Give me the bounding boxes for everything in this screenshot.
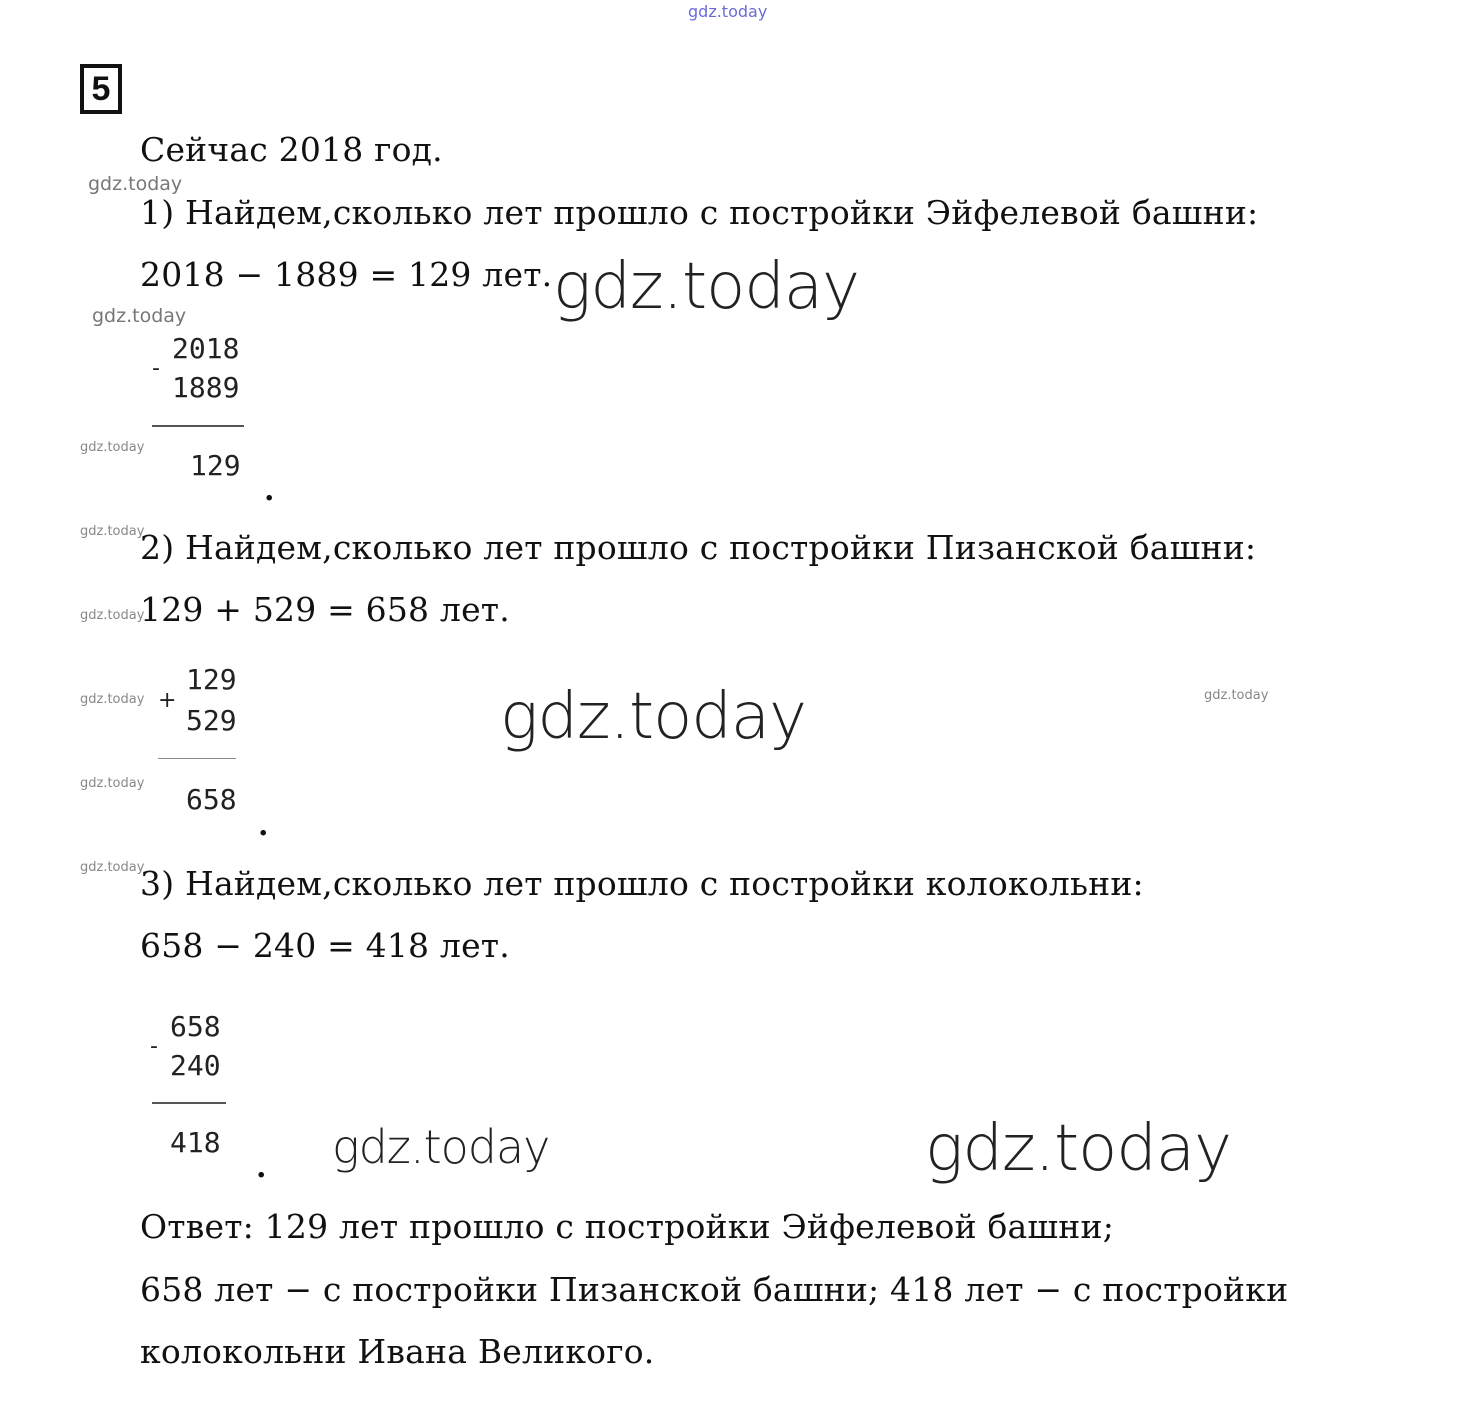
watermark-small: gdz.today <box>80 860 145 875</box>
column-3-result: 418 <box>170 1126 221 1159</box>
column-2-dot: . <box>258 808 269 843</box>
column-2-addend-1: 129 <box>186 663 237 696</box>
step-2-heading: 2) Найдем,сколько лет прошло с постройки Пизанской башни: <box>140 528 1257 567</box>
watermark-small: gdz.today <box>92 305 187 327</box>
column-2-addend-2: 529 <box>186 704 237 737</box>
column-1-dot: . <box>264 473 275 508</box>
column-3-dot: . <box>256 1150 267 1185</box>
column-3-minuend: 658 <box>170 1010 221 1043</box>
column-1-minuend: 2018 <box>172 332 240 365</box>
step-3-heading: 3) Найдем,сколько лет прошло с постройки колокольни: <box>140 864 1144 903</box>
watermark-large: gdz.today <box>553 250 859 324</box>
column-2-sign: + <box>158 688 177 713</box>
watermark-small: gdz.today <box>80 692 145 707</box>
watermark-small: gdz.today <box>80 524 145 539</box>
watermark-top: gdz.today <box>688 2 768 21</box>
column-2-result: 658 <box>186 783 237 816</box>
intro-text: Сейчас 2018 год. <box>140 130 443 169</box>
column-3-subtrahend: 240 <box>170 1049 221 1082</box>
watermark-large: gdz.today <box>500 680 806 754</box>
column-3-sign: - <box>150 1034 158 1059</box>
watermark-small: gdz.today <box>88 173 183 195</box>
watermark-small: gdz.today <box>80 440 145 455</box>
column-2-rule <box>158 758 236 759</box>
column-1-subtrahend: 1889 <box>172 371 240 404</box>
column-3-rule <box>152 1102 226 1104</box>
step-1-equation: 2018 − 1889 = 129 лет. <box>140 255 553 294</box>
task-number: 5 <box>80 64 122 114</box>
answer-line-2: 658 лет − с постройки Пизанской башни; 418 лет − с постройки <box>140 1270 1289 1309</box>
step-3-equation: 658 − 240 = 418 лет. <box>140 926 510 965</box>
watermark-small: gdz.today <box>1204 688 1269 703</box>
column-1-rule <box>152 425 244 427</box>
watermark-large: gdz.today <box>332 1120 550 1174</box>
answer-line-3: колокольни Ивана Великого. <box>140 1332 655 1371</box>
step-1-heading: 1) Найдем,сколько лет прошло с постройки Эйфелевой башни: <box>140 193 1259 232</box>
watermark-small: gdz.today <box>80 776 145 791</box>
watermark-small: gdz.today <box>80 608 145 623</box>
step-2-equation: 129 + 529 = 658 лет. <box>140 590 510 629</box>
watermark-large: gdz.today <box>925 1112 1231 1186</box>
column-1-result: 129 <box>190 449 241 482</box>
answer-line-1: Ответ: 129 лет прошло с постройки Эйфелевой башни; <box>140 1207 1115 1246</box>
column-1-sign: - <box>152 356 160 381</box>
